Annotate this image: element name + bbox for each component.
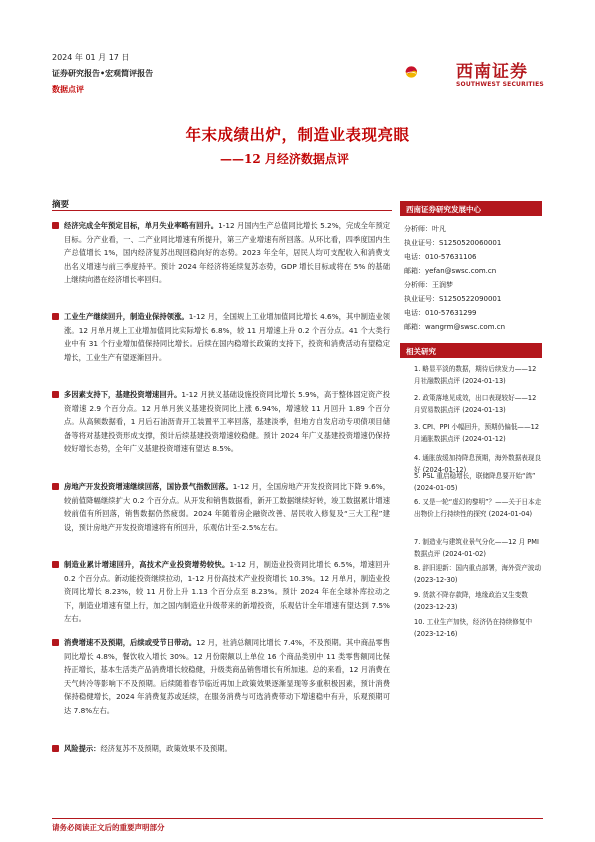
bullet-marker-icon — [52, 222, 59, 229]
analyst-name: 分析师：王润梦 — [404, 281, 453, 289]
abstract-bullet-industry — [52, 310, 390, 364]
analyst-email[interactable]: 邮箱：yefan@swsc.com.cn — [404, 267, 497, 275]
bullet-body: 1-12 月，全国房地产开发投资同比下降 9.6%，较前值降幅继续扩大 0.2 个百分点。从开发和销售数据看，新开工数据继续好转，竣工数据累计增速较前值有所回落，销售数据仍然疲弱。2024 年随着房企融资改善、居民收入修复及“三大工程”建设，预计房地产开发投资增速将有所回升，乐观估计至-2.5%左右。 — [64, 482, 390, 532]
company-name: 西南证券 — [456, 62, 528, 82]
related-report-title: 8. 辞旧迎新：国内重点部署，海外资产波动 (2023-12-30) — [414, 564, 542, 584]
analyst-license: 执业证号：S1250520060001 — [404, 239, 502, 247]
abstract-bullet-real-estate — [52, 480, 390, 534]
related-report-title: 9. 货款不降存款降，地缘政治又生变数 (2023-12-23) — [414, 591, 528, 611]
analyst-card — [404, 278, 544, 334]
abstract-bullet-manufacturing — [52, 558, 390, 626]
abstract-divider — [52, 210, 392, 211]
bullet-body: 1-12 月，全国规上工业增加值同比增长 4.6%，其中制造业领涨。12 月单月规上工业增加值同比实际增长 6.8%，较 11 月增速上升 0.2 个百分点。41 个大类行业中有 31 个行业增加值保持同比增长。后续在国内稳增长政策的支持下，投资和消费活动有望稳定增长，工业生产有望逐渐回升。 — [64, 312, 390, 362]
related-research-heading: 相关研究 — [400, 343, 542, 358]
bullet-lead: 制造业累计增速回升，高技术产业投资增势较快。 — [64, 560, 230, 569]
related-report-link[interactable] — [404, 421, 544, 445]
company-name-en: SOUTHWEST SECURITIES — [456, 81, 544, 88]
bullet-lead: 风险提示： — [64, 744, 101, 753]
report-series: 证券研究报告•宏观简评报告 — [52, 69, 154, 78]
bullet-marker-icon — [52, 745, 59, 752]
related-report-link[interactable] — [404, 589, 544, 613]
related-report-title: 7. 制造业与建筑业景气分化——12 月 PMI 数据点评 (2024-01-02) — [414, 538, 539, 558]
abstract-bullet-risk — [52, 742, 390, 756]
bullet-lead: 房地产开发投资增速继续回落，国协景气指数回落。 — [64, 482, 233, 491]
related-report-title: 2. 政策落地见成效，出口表现较好——12 月贸易数据点评 (2024-01-13) — [414, 394, 537, 414]
bullet-lead: 消费增速不及预期，后续或受节日带动。 — [64, 638, 197, 647]
bullet-marker-icon — [52, 639, 59, 646]
bullet-body: 1-12 月狭义基础设施投资同比增长 5.9%，高于整体固定资产投资增速 2.9 个百分点。12 月单月狭义基建投资同比上涨 6.94%，增速较 11 月回升 1.89 个百分点。从高频数据看，1 月后石油沥青开工装置平工率回落，基建淡季，但地方自发启动专项债项目储备等将对基建投资形成支撑，预计后续基建投资增速较稳健。预计 2024 年广义基建投资增速仍保持较好增长态势，全年广义基建投资增速有望达 8.5%。 — [64, 390, 390, 454]
bullet-marker-icon — [52, 391, 59, 398]
bullet-lead: 工业生产继续回升，制造业保持领涨。 — [64, 312, 189, 321]
research-team-heading: 西南证券研究发展中心 — [400, 201, 542, 216]
related-report-title: 3. CPI、PPI 小幅回升，预期仍偏低——12 月通胀数据点评 (2024-01-12) — [414, 423, 540, 443]
bullet-lead: 经济完成全年预定目标，单月失业率略有回升。 — [64, 221, 219, 230]
analyst-email[interactable]: 邮箱：wangrm@swsc.com.cn — [404, 323, 506, 331]
related-report-link[interactable] — [404, 536, 544, 560]
abstract-bullet-consumption — [52, 636, 390, 718]
company-logo — [404, 50, 454, 94]
bullet-marker-icon — [52, 561, 59, 568]
bullet-marker-icon — [52, 313, 59, 320]
report-type: 数据点评 — [52, 85, 84, 94]
bullet-body: 12 月，社消总额同比增长 7.4%，不及预期。其中商品零售同比增长 4.8%，餐饮收入增长 30%。12 月份限额以上单位 16 个商品类别中 11 类零售额同比保持正增长，基本生活类产品消费增长较稳健，升级类商品销售增长有所加速。总的来看，12 月消费在天气转冷等影响下不及预期。后续随着春节临近再加上政策效果逐渐显现等多重积极因素，预计消费保持稳健增长，2024 年消费复苏或延续，在服务消费与可选消费带动下增速稳中有升，乐观预期可达 7.8%左右。 — [64, 638, 391, 715]
footer-notice: 请务必阅读正文后的重要声明部分 — [52, 823, 165, 832]
related-report-title: 6. 又是一轮“虚幻的黎明”？——关于日本走出物价上行持续性的探究 (2024-01-04) — [414, 498, 542, 518]
abstract-bullet-infrastructure — [52, 388, 390, 456]
bullet-lead: 多因素支持下，基建投资增速回升。 — [64, 390, 182, 399]
page-subtitle: ——12 月经济数据点评 — [220, 152, 349, 166]
analyst-card — [404, 222, 544, 278]
bullet-body: 经济复苏不及预期，政策效果不及预期。 — [100, 744, 232, 753]
bullet-body: 1-12 月，制造业投资同比增长 6.5%，增速回升 0.2 个百分点。新动能投资继续拉动，1-12 月份高技术产业投资增长 10.3%。12 月单月，制造业投资同比增长 8.23%，较 11 月份上升 1.13 个百分点至 8.23%。预计 2024 年在全球补库拉动之下，制造业增速有望上行，加之国内制造业升级带来的新增投资，乐观估计全年增速有望达到 7.5%左右。 — [64, 560, 390, 624]
report-date: 2024 年 01 月 17 日 — [52, 53, 130, 62]
related-report-link[interactable] — [404, 496, 544, 520]
bullet-body: 1-12 月国内生产总值同比增长 5.2%，完成全年预定目标。分产业看，一、二产业同比增速有所提升，第三产业增速有所回落。从环比看，四季度国内生产总值增长 1%，国内经济复苏出现回稳向好的态势。2023 年全年，居民人均可支配收入和消费支出名义增速与前三季度持平。预计 2024 年经济将延续复苏态势，GDP 增长目标或将在 5% 的基础上继续向潜在经济增长率回归。 — [64, 221, 390, 285]
analyst-license: 执业证号：S1250522090001 — [404, 295, 502, 303]
analyst-phone: 电话：010-57631299 — [404, 309, 477, 317]
related-report-title: 4. 通胀放缓加持降息预期，海外数据表现良好 (2024-01-12) — [414, 454, 542, 474]
related-report-link[interactable] — [404, 470, 544, 494]
related-report-title: 10. 工业生产加快，经济仍在持续修复中 (2023-12-16) — [414, 618, 533, 638]
related-report-link[interactable] — [404, 616, 544, 640]
abstract-heading: 摘要 — [52, 200, 70, 210]
page-title: 年末成绩出炉，制造业表现亮眼 — [185, 125, 410, 144]
abstract-bullet-gdp — [52, 219, 390, 287]
bullet-marker-icon — [52, 483, 59, 490]
analyst-name: 分析师：叶凡 — [404, 225, 446, 233]
related-report-link[interactable] — [404, 392, 544, 416]
related-report-link[interactable] — [404, 562, 544, 586]
related-report-title: 1. 略显平淡的数据，期待后续发力——12 月社融数据点评 (2024-01-13) — [414, 365, 537, 385]
footer-divider — [52, 818, 543, 819]
related-report-title: 5. PSL 重启稳增长，联储降息要开始“鸽” (2024-01-05) — [414, 472, 536, 492]
related-report-link[interactable] — [404, 363, 544, 387]
analyst-phone: 电话：010-57631106 — [404, 253, 477, 261]
